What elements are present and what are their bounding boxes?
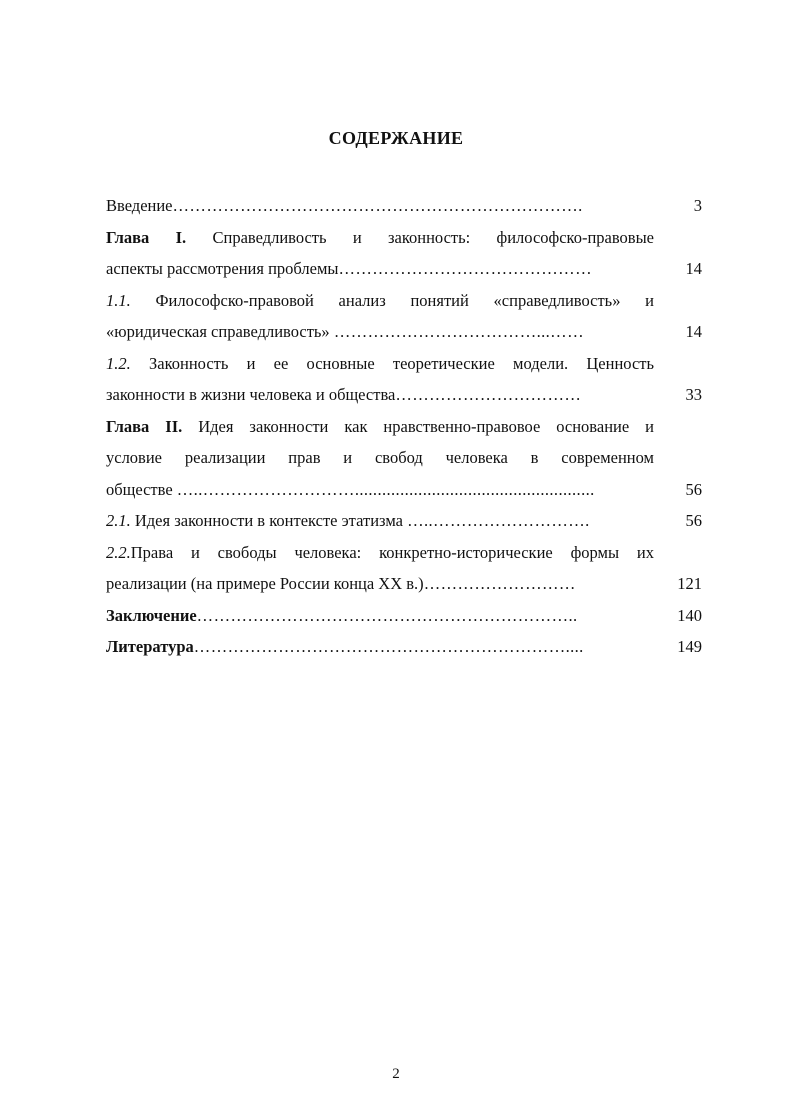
- table-of-contents: [106, 190, 702, 663]
- toc-entry-chapter-2[interactable]: [106, 411, 702, 443]
- toc-section-number: 2.1.: [106, 511, 131, 530]
- toc-entry-chapter-1-continued[interactable]: [106, 253, 702, 285]
- toc-entry-section-1-1-continued[interactable]: [106, 316, 702, 348]
- page-title: СОДЕРЖАНИЕ: [328, 128, 464, 148]
- toc-leader-dots: ………………………………………: [338, 259, 592, 278]
- toc-page-number: 140: [677, 605, 702, 625]
- toc-leader-dots: …..……………………….: [407, 511, 590, 530]
- toc-entry-section-2-2-continued[interactable]: [106, 568, 702, 600]
- toc-page-number: 14: [685, 322, 702, 341]
- toc-page-number: 33: [685, 385, 702, 404]
- toc-section-number: 2.2.: [106, 542, 131, 562]
- toc-leader-dots: …………………………………………………………....: [193, 637, 584, 656]
- toc-entry-section-1-2[interactable]: [106, 348, 702, 380]
- toc-page-number: 56: [685, 511, 702, 530]
- toc-entry-text: реализации (на примере России конца XX в.): [106, 574, 424, 593]
- toc-entry-text: аспекты рассмотрения проблемы: [106, 259, 339, 278]
- toc-leader-dots: ……………………………: [395, 385, 582, 404]
- toc-section-number: 1.2.: [106, 353, 131, 373]
- toc-chapter-label: Глава II.: [106, 416, 183, 436]
- toc-entry-section-2-2[interactable]: [106, 537, 702, 569]
- toc-entry-chapter-2-continued[interactable]: [106, 442, 702, 474]
- toc-section-number: 1.1.: [106, 290, 131, 310]
- toc-entry-label: Заключение: [106, 605, 197, 625]
- toc-entry-text: обществе: [106, 479, 177, 499]
- toc-entry-text: «юридическая справедливость»: [106, 322, 334, 341]
- toc-entry-text: условие реализации прав и свобод человека в современном: [106, 448, 654, 467]
- toc-leader-dots: …………………………………………………………..: [196, 605, 578, 625]
- toc-entry-text: законности в жизни человека и общества: [106, 385, 396, 404]
- toc-entry-section-1-2-continued[interactable]: [106, 379, 702, 411]
- page-number: 2: [392, 1066, 400, 1082]
- toc-entry-label: Введение: [106, 196, 173, 215]
- toc-entry-text: Законность и ее основные теоретические модели. Ценность: [130, 353, 654, 373]
- toc-entry-chapter-1[interactable]: [106, 222, 702, 254]
- toc-entry-text: Идея законности как нравственно-правовое основание и: [182, 416, 654, 436]
- toc-entry-text: Идея законности в контексте этатизма: [130, 511, 408, 530]
- toc-entry-section-1-1[interactable]: [106, 285, 702, 317]
- toc-entry-conclusion[interactable]: [106, 600, 702, 632]
- toc-entry-text: Философско-правовой анализ понятий «справедливость» и: [130, 290, 654, 310]
- toc-page-number: 121: [677, 574, 702, 593]
- toc-leader-dots: ……………………………………………………………….: [172, 196, 583, 215]
- toc-leader-dots: …..……………………….....................................................: [176, 479, 595, 499]
- toc-entry-text: Права и свободы человека: конкретно-исторические формы их: [130, 542, 654, 562]
- toc-entry-introduction[interactable]: [106, 190, 702, 222]
- toc-entry-literature[interactable]: [106, 631, 702, 663]
- toc-page-number: 14: [685, 259, 702, 278]
- toc-chapter-label: Глава I.: [106, 227, 187, 247]
- toc-entry-chapter-2-end[interactable]: [106, 474, 702, 506]
- toc-entry-section-2-1[interactable]: [106, 505, 702, 537]
- toc-entry-label: Литература: [106, 637, 194, 656]
- toc-leader-dots: ………………………: [423, 574, 576, 593]
- toc-page-number: 3: [693, 196, 702, 215]
- toc-page-number: 56: [685, 479, 702, 499]
- toc-page-number: 149: [677, 637, 702, 656]
- toc-leader-dots: ………………………………...……: [333, 322, 584, 341]
- toc-entry-text: Справедливость и законность: философско-правовые: [186, 227, 654, 247]
